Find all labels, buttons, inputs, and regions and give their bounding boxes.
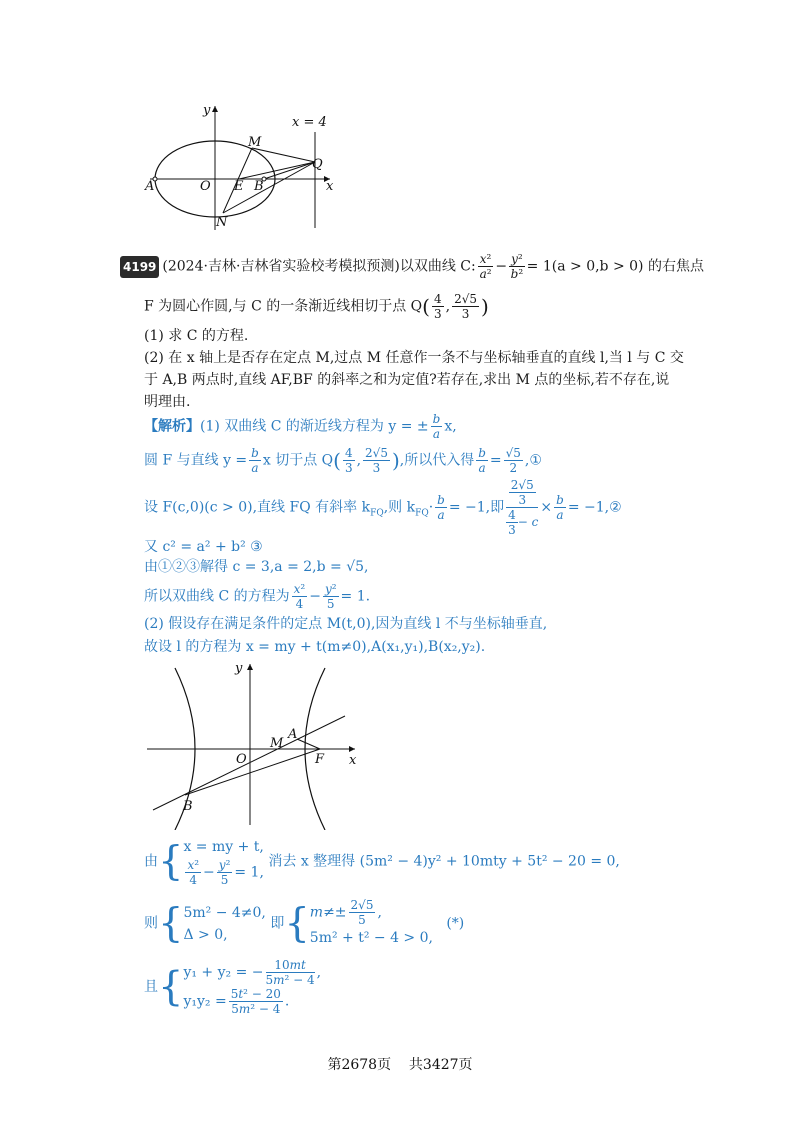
problem-line2-text: F 为圆心作圆,与 C 的一条渐近线相切于点 Q	[144, 298, 423, 315]
frac-x2-a2: $\frac{\text{x²}}{\text{a²}}$	[479, 252, 492, 281]
problem-number: 4199	[120, 256, 159, 278]
frac-sqrt5-2: $\frac{√5}{2}$	[505, 446, 521, 475]
label-O: O	[236, 752, 247, 767]
system1-pre: 由	[144, 853, 158, 870]
label-E: E	[234, 179, 244, 194]
frac-2sqrt5-3: $\frac{2√5}{3}$	[454, 292, 477, 321]
problem-source: (2024·吉林·吉林省实验校考模拟预测)	[162, 258, 400, 275]
solution-s3-pre: 设 F(c,0)(c > 0),直线 FQ 有斜率 k	[144, 499, 371, 516]
segment-BF	[185, 749, 320, 795]
segment-AF	[297, 739, 320, 749]
system2-row-2b: 5m² + t² − 4 > 0,	[309, 930, 433, 946]
frac-y2-5: $\frac{\text{y²}}{5}$	[324, 582, 337, 611]
system1-row-1: x = my + t,	[183, 839, 264, 855]
label-Q: Q	[312, 157, 323, 172]
solution-system-1: 由{ x = my + t, $\frac{\text{x²}}{4}$ − $\frac{\text{y²}}{5}$ = 1, 消去 x 整理得 (5m² − 4)y² + 10mty + 5t² − 20 = 0,	[144, 836, 620, 887]
frac-b-a-5: $\frac{b}{a}$	[556, 493, 564, 522]
system3-row-1: y₁ + y₂ = − $\frac{10mt}{\text{5m² − 4}}$ ,	[183, 958, 322, 987]
solution-s2-mid2: ,所以代入得	[399, 452, 475, 469]
system2-mid: 即	[270, 915, 285, 932]
label-x: x	[326, 179, 334, 194]
label-F: F	[315, 752, 325, 767]
problem-line1-pre: 以双曲线 C:	[399, 258, 476, 275]
frac-b-a-2: $\frac{b}{a}$	[251, 446, 259, 475]
solution-s6-end: = 1.	[340, 588, 371, 605]
solution-line-2: 圆 F 与直线 y = $\frac{b}{a}$ x 切于点 Q( $\frac{4}{3}$ , $\frac{2√5}{3}$ ),所以代入得 $\frac{b}{a}$ = $\frac{√5}{2}$ ,①	[144, 446, 542, 475]
system2-star: (*)	[446, 915, 465, 932]
solution-tag: 【解析】	[144, 418, 200, 435]
solution-line-6: 所以双曲线 C 的方程为 $\frac{\text{x²}}{4}$ − $\frac{\text{y²}}{5}$ = 1.	[144, 582, 371, 611]
frac-4-3: $\frac{4}{3}$	[433, 292, 442, 321]
solution-line-1	[144, 412, 457, 441]
label-x: x	[349, 753, 357, 768]
label-y: y	[203, 103, 211, 118]
solution-line-8: 故设 l 的方程为 x = my + t(m≠0),A(x₁,y₁),B(x₂,y₂).	[144, 639, 486, 655]
label-N: N	[216, 215, 228, 230]
frac-y2-b2: $\frac{\text{y²}}{\text{b²}}$	[510, 252, 524, 281]
label-B: B	[254, 179, 264, 194]
system2-row-2: Δ > 0,	[183, 926, 228, 943]
solution-line-3: 设 F(c,0)(c > 0),直线 FQ 有斜率 $k_{FQ}$,则 $k_{FQ}\cdot$ $\frac{b}{a}$ = −1,即 $\frac{2√5}{3}$ $\frac{4}{3}$ − c × $\frac{b}{a}$ = −1,②	[144, 478, 622, 537]
solution-line-5: 由①②③解得 c = 3,a = 2,b = √5,	[144, 559, 369, 575]
label-y: y	[235, 661, 243, 676]
hyperbola-figure	[145, 660, 360, 830]
solution-s1: (1) 双曲线 C 的渐近线方程为 y = ±	[200, 418, 429, 435]
solution-s3-end: = −1,②	[567, 499, 622, 516]
solution-s2-end: ,①	[524, 452, 542, 469]
system2-row-1: 5m² − 4≠0,	[183, 904, 266, 921]
solution-line-7: (2) 假设存在满足条件的定点 M(t,0),因为直线 l 不与坐标轴垂直,	[144, 616, 548, 632]
problem-line-2: F 为圆心作圆,与 C 的一条渐近线相切于点 Q( $\frac{4}{3}$ , $\frac{2√5}{3}$ )	[144, 292, 489, 321]
label-O: O	[200, 179, 211, 194]
system3-pre: 且	[144, 979, 158, 995]
system2-row-1b: m≠± $\frac{2√5}{5}$ ,	[309, 898, 382, 927]
problem-part-2-line-3: 明理由.	[144, 394, 191, 410]
problem-part-1: (1) 求 C 的方程.	[144, 328, 249, 344]
solution-system-2: 则{ 5m² − 4≠0, Δ > 0, 即{ m≠± $\frac{2√5}{5}$ , 5m² + t² − 4 > 0, (*)	[144, 898, 464, 949]
label-M: M	[248, 135, 262, 150]
frac-b-a-4: $\frac{b}{a}$	[437, 493, 445, 522]
problem-part-2-line-2: 于 A,B 两点时,直线 AF,BF 的斜率之和为定值?若存在,求出 M 点的坐标,若不存在,说	[144, 372, 670, 388]
system2-pre: 则	[144, 915, 158, 932]
segment-EQ	[239, 162, 315, 179]
problem-part-2-line-1: (2) 在 x 轴上是否存在定点 M,过点 M 任意作一条不与坐标轴垂直的直线 l,当 l 与 C 交	[144, 350, 684, 366]
solution-system-3: 且{ y₁ + y₂ = − $\frac{10mt}{\text{5m² − 4}}$ , y₁y₂ = $\frac{\text{5t² − 20}}{\text{5m² − 4}}$ .	[144, 958, 322, 1016]
frac-4-3-b: $\frac{4}{3}$	[344, 446, 353, 475]
frac-2sqrt5-3-b: $\frac{2√5}{3}$	[365, 446, 388, 475]
solution-s1-end: x,	[444, 418, 457, 435]
label-B: B	[183, 799, 193, 814]
ellipse-figure	[140, 100, 350, 240]
label-A: A	[288, 727, 298, 742]
problem-line1-eq: = 1(a > 0,b > 0) 的右焦点	[526, 258, 704, 275]
footer-page: 第2678页	[327, 1057, 392, 1073]
footer-total: 共3427页	[408, 1057, 473, 1073]
frac-x2-4: $\frac{\text{x²}}{4}$	[293, 582, 306, 611]
system1-row-2: $\frac{\text{x²}}{4}$ − $\frac{\text{y²}}{5}$ = 1,	[187, 858, 264, 887]
solution-s6-pre: 所以双曲线 C 的方程为	[144, 588, 290, 605]
system1-post: 消去 x 整理得 (5m² − 4)y² + 10mty + 5t² − 20 = 0,	[268, 853, 620, 870]
frac-b-a-3: $\frac{b}{a}$	[478, 446, 486, 475]
page-footer	[0, 1054, 800, 1074]
solution-s3-mid: ,则 k	[383, 499, 416, 516]
solution-line-4: 又 c² = a² + b² ③	[144, 539, 263, 555]
solution-s2-pre: 圆 F 与直线 y =	[144, 452, 248, 469]
frac-kfq-expr: $\frac{2√5}{3}$ $\frac{4}{3}$ − c	[508, 478, 539, 537]
system3-row-2: y₁y₂ = $\frac{\text{5t² − 20}}{\text{5m² − 4}}$ .	[183, 987, 290, 1016]
solution-s2-mid: x 切于点 Q	[262, 452, 334, 469]
frac-b-a-1: $\frac{b}{a}$	[432, 412, 441, 441]
problem-line-1: 4199 (2024·吉林·吉林省实验校考模拟预测)以双曲线 C: $\frac{\text{x²}}{\text{a²}}$ − $\frac{\text{y²}}{\text{b²}}$ = 1(a > 0,b > 0) 的右焦点	[120, 252, 704, 281]
label-x-eq-4: x = 4	[292, 115, 327, 130]
label-A: A	[145, 179, 155, 194]
label-M: M	[270, 736, 284, 751]
